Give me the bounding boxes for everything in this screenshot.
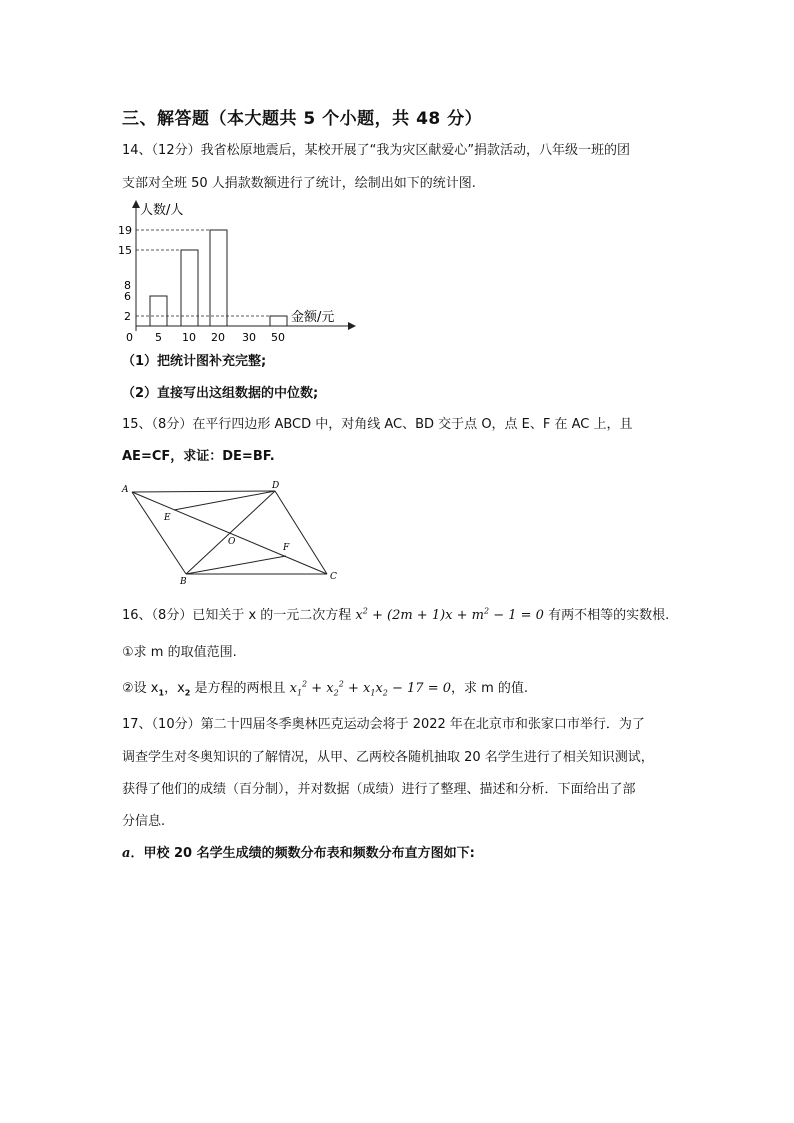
q17-line-1: 17、（10分）第二十四届冬季奥林匹克运动会将于 2022 年在北京市和张家口市举行．为了 <box>122 717 645 732</box>
x-axis-arrow <box>348 322 356 330</box>
label-a: A <box>122 485 129 495</box>
x-tick-10: 10 <box>182 331 196 344</box>
donation-bar-chart <box>118 196 358 344</box>
q17-item-a-label: a <box>122 846 131 861</box>
q16-sub-2-mid: ，x <box>164 681 185 696</box>
q16-sub-2-post-1: 是方程的两根且 <box>190 681 290 696</box>
q17-item-a <box>122 844 475 864</box>
q15-line-1: 15、（8分）在平行四边形 ABCD 中，对角线 AC、BD 交于点 O，点 E、F 在 AC 上，且 <box>122 417 633 432</box>
diagonal-bd <box>186 491 275 574</box>
y-tick-2: 2 <box>124 310 131 323</box>
bar-10 <box>181 250 198 326</box>
label-f: F <box>283 543 290 553</box>
y-tick-6: 6 <box>124 290 131 303</box>
side-ba <box>132 492 186 574</box>
side-dc <box>275 491 327 574</box>
y-tick-19: 19 <box>118 224 132 237</box>
q14-line-2: 支部对全班 50 人捐款数额进行了统计，绘制出如下的统计图. <box>122 176 476 191</box>
x-tick-5: 5 <box>155 331 162 344</box>
label-c: C <box>330 572 337 582</box>
side-ad <box>132 491 275 492</box>
q16-sub-1: ①求 m 的取值范围. <box>122 645 237 660</box>
q17-line-2: 调查学生对冬奥知识的了解情况，从甲、乙两校各随机抽取 20 名学生进行了相关知识测试， <box>122 750 654 765</box>
x-axis-label: 金额/元 <box>291 310 335 325</box>
bar-50 <box>270 316 287 326</box>
q17-line-3: 获得了他们的成绩（百分制），并对数据（成绩）进行了整理、描述和分析．下面给出了部 <box>122 782 636 797</box>
section-title: 三、解答题（本大题共 5 个小题，共 48 分） <box>122 109 483 129</box>
q17-line-4: 分信息. <box>122 814 166 829</box>
q16-line-1 <box>122 606 669 626</box>
q17-item-a-text: ．甲校 20 名学生成绩的频数分布表和频数分布直方图如下: <box>130 846 475 861</box>
q16-line-1-pre: 16、（8分）已知关于 x 的一元二次方程 <box>122 608 356 623</box>
segment-de <box>174 491 275 510</box>
label-o: O <box>228 537 236 547</box>
bar-5 <box>150 296 167 326</box>
x-tick-50: 50 <box>271 331 285 344</box>
q15-line-2: AE=CF，求证：DE=BF. <box>122 449 275 464</box>
q16-sub-2-pre: ②设 x <box>122 681 159 696</box>
x-tick-20: 20 <box>211 331 225 344</box>
q14-sub-1: （1）把统计图补充完整; <box>122 354 267 369</box>
q16-sub-2: ②设 $x_1$，$x_2$ 是方程的两根且 $x_1^2 + x_2^2 + x_1x_2 - 17 = 0$，求 m 的值. <box>122 679 529 698</box>
bar-20 <box>210 230 227 326</box>
segment-bf <box>186 556 286 574</box>
y-tick-8: 8 <box>124 279 131 292</box>
q14-sub-2: （2）直接写出这组数据的中位数; <box>122 386 319 401</box>
q16-equation: $x^2 + (2m + 1)x + m^2 - 1 = 0$ <box>355 606 544 623</box>
q16-sub-2-post-2: ，求 m 的值. <box>451 681 529 696</box>
label-d: D <box>272 481 280 491</box>
y-axis-arrow <box>132 200 140 208</box>
x-tick-30: 30 <box>242 331 256 344</box>
q16-condition: $x_1^2 + x_2^2 + x_1x_2 - 17 = 0$ <box>289 679 451 698</box>
y-axis-label: 人数/人 <box>140 203 184 218</box>
parallelogram-figure <box>118 478 348 588</box>
q14-line-1: 14、（12分）我省松原地震后，某校开展了“我为灾区献爱心”捐款活动，八年级一班的团 <box>122 143 631 158</box>
q16-line-1-post: 有两不相等的实数根. <box>543 608 670 623</box>
label-b: B <box>180 577 187 587</box>
label-e: E <box>164 513 171 523</box>
y-tick-15: 15 <box>118 244 132 257</box>
origin-label: 0 <box>126 331 133 344</box>
